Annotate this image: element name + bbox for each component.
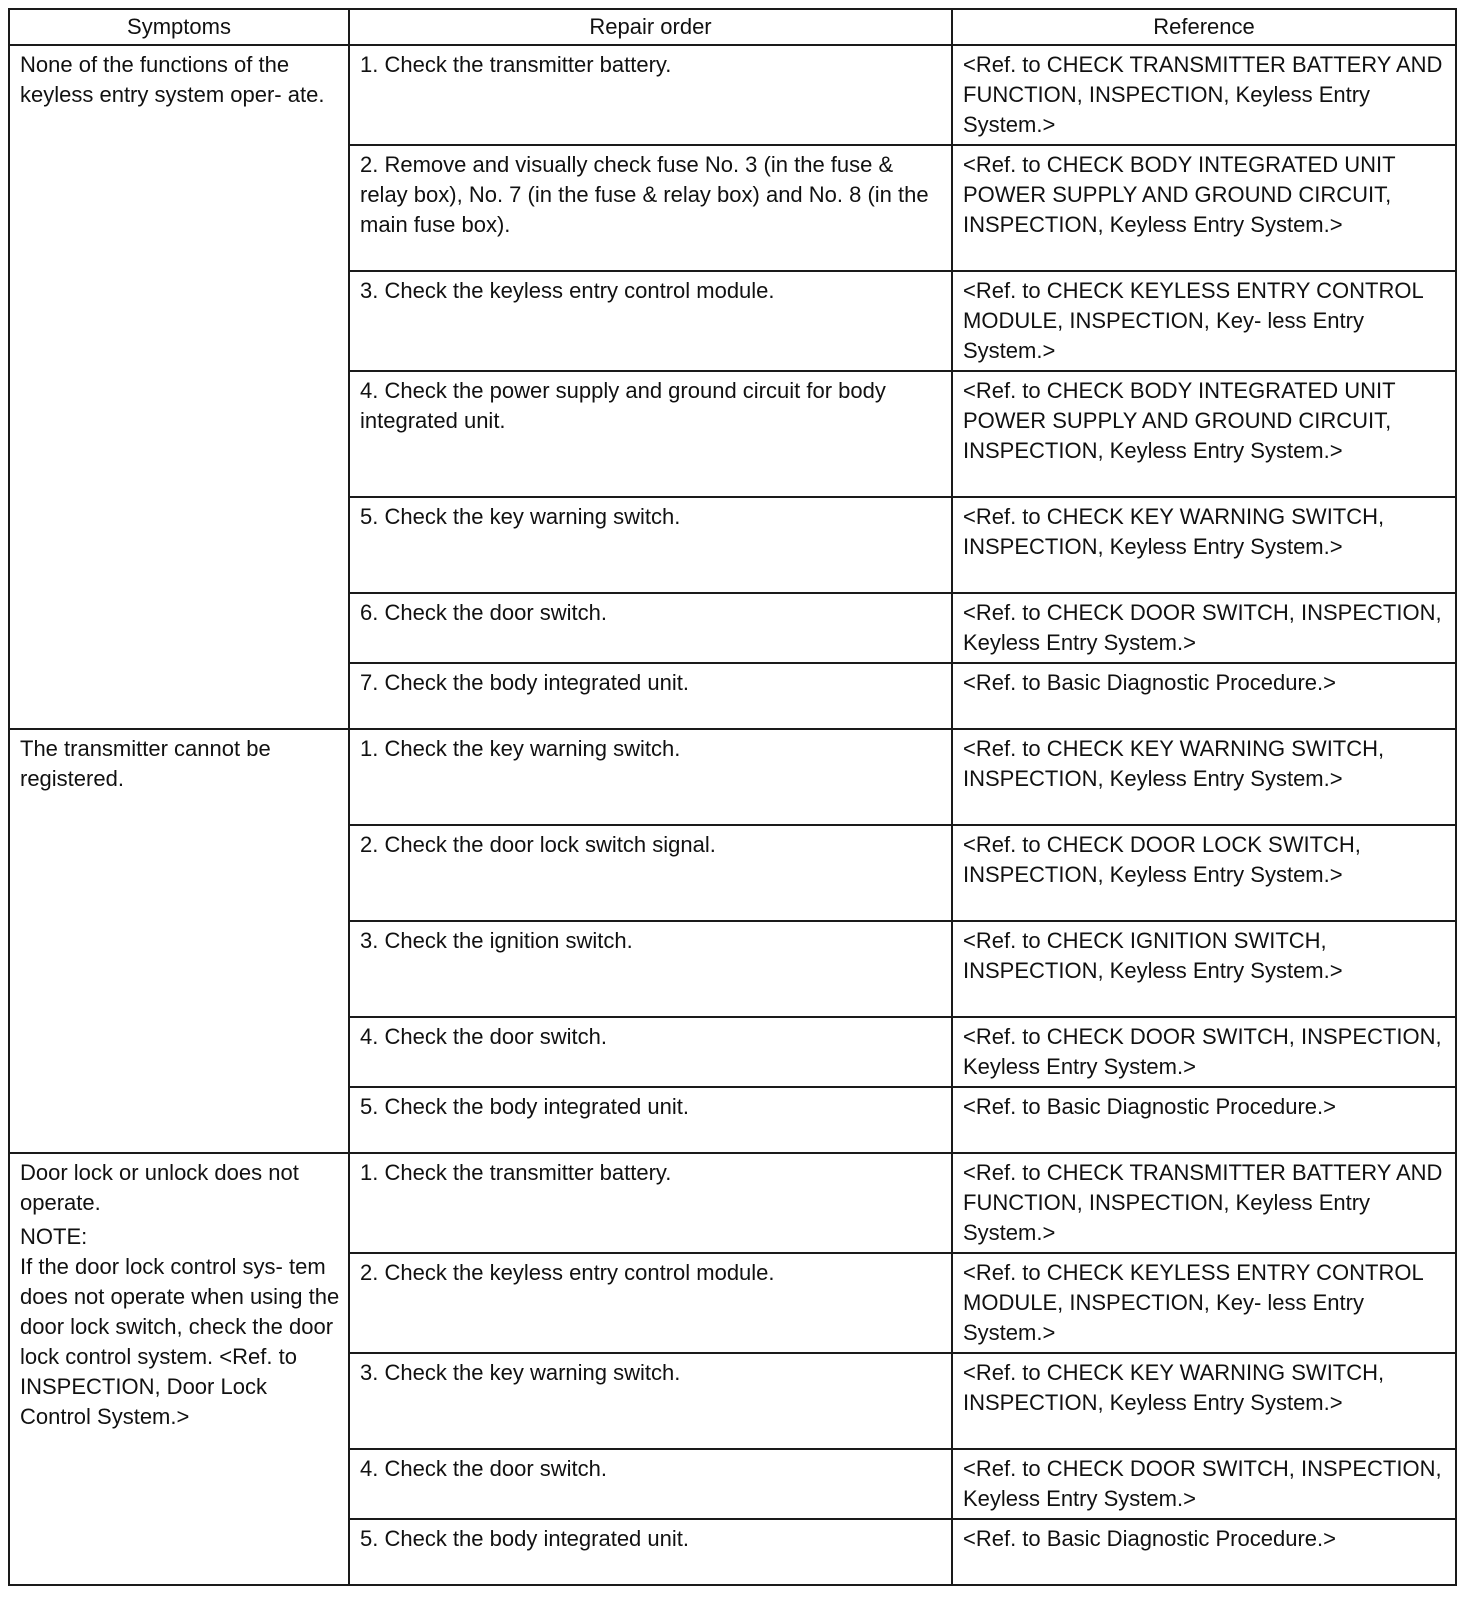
repair-step: 5. Check the body integrated unit. [349,1519,952,1585]
table-header-row [9,9,1456,45]
reference-text: <Ref. to CHECK DOOR SWITCH, INSPECTION, Keyless Entry System.> [952,593,1456,663]
repair-step: 3. Check the ignition switch. [349,921,952,1017]
header-reference: Reference [952,9,1456,45]
header-repair-order: Repair order [349,9,952,45]
reference-text: <Ref. to Basic Diagnostic Procedure.> [952,1087,1456,1153]
diagnostic-table [8,8,1457,1586]
symptom-text: None of the functions of the keyless entry system oper- ate. [20,52,325,107]
reference-text: <Ref. to CHECK DOOR LOCK SWITCH, INSPECTION, Keyless Entry System.> [952,825,1456,921]
repair-step: 1. Check the transmitter battery. [349,1153,952,1253]
reference-text: <Ref. to Basic Diagnostic Procedure.> [952,663,1456,729]
symptom-cell [9,1153,349,1585]
symptom-group-2 [9,729,1456,1153]
repair-step: 4. Check the door switch. [349,1449,952,1519]
repair-step: 5. Check the body integrated unit. [349,1087,952,1153]
table-row [9,45,1456,145]
symptom-group-1 [9,45,1456,729]
reference-text: <Ref. to CHECK DOOR SWITCH, INSPECTION, Keyless Entry System.> [952,1017,1456,1087]
reference-text: <Ref. to CHECK DOOR SWITCH, INSPECTION, Keyless Entry System.> [952,1449,1456,1519]
repair-step: 4. Check the door switch. [349,1017,952,1087]
repair-step: 1. Check the key warning switch. [349,729,952,825]
note-label: NOTE: [20,1224,88,1249]
header-symptoms: Symptoms [9,9,349,45]
reference-text: <Ref. to CHECK IGNITION SWITCH, INSPECTION, Keyless Entry System.> [952,921,1456,1017]
reference-text: <Ref. to CHECK KEY WARNING SWITCH, INSPECTION, Keyless Entry System.> [952,729,1456,825]
symptom-group-3 [9,1153,1456,1585]
repair-step: 2. Remove and visually check fuse No. 3 (in the fuse & relay box), No. 7 (in the fuse & relay box) and No. 8 (in the main fuse box). [349,145,952,271]
reference-text: <Ref. to CHECK KEYLESS ENTRY CONTROL MODULE, INSPECTION, Key- less Entry System.> [952,271,1456,371]
reference-text: <Ref. to CHECK KEY WARNING SWITCH, INSPECTION, Keyless Entry System.> [952,497,1456,593]
symptom-text: Door lock or unlock does not operate. [20,1160,299,1215]
reference-text: <Ref. to CHECK BODY INTEGRATED UNIT POWER SUPPLY AND GROUND CIRCUIT, INSPECTION, Keyless Entry System.> [952,371,1456,497]
repair-step: 6. Check the door switch. [349,593,952,663]
repair-step: 1. Check the transmitter battery. [349,45,952,145]
repair-step: 5. Check the key warning switch. [349,497,952,593]
repair-step: 7. Check the body integrated unit. [349,663,952,729]
reference-text: <Ref. to CHECK KEY WARNING SWITCH, INSPECTION, Keyless Entry System.> [952,1353,1456,1449]
repair-step: 2. Check the door lock switch signal. [349,825,952,921]
note-text: If the door lock control sys- tem does not operate when using the door lock switch, check the door lock control system. <Ref. to INSPECTION, Door Lock Control System.> [20,1254,340,1429]
table-row [9,1153,1456,1253]
symptom-cell [9,45,349,729]
repair-step: 3. Check the keyless entry control module. [349,271,952,371]
reference-text: <Ref. to CHECK KEYLESS ENTRY CONTROL MODULE, INSPECTION, Key- less Entry System.> [952,1253,1456,1353]
reference-text: <Ref. to Basic Diagnostic Procedure.> [952,1519,1456,1585]
repair-step: 2. Check the keyless entry control module. [349,1253,952,1353]
reference-text: <Ref. to CHECK TRANSMITTER BATTERY AND FUNCTION, INSPECTION, Keyless Entry System.> [952,45,1456,145]
symptom-cell [9,729,349,1153]
repair-step: 3. Check the key warning switch. [349,1353,952,1449]
symptom-text: The transmitter cannot be registered. [20,736,271,791]
reference-text: <Ref. to CHECK BODY INTEGRATED UNIT POWER SUPPLY AND GROUND CIRCUIT, INSPECTION, Keyless Entry System.> [952,145,1456,271]
reference-text: <Ref. to CHECK TRANSMITTER BATTERY AND FUNCTION, INSPECTION, Keyless Entry System.> [952,1153,1456,1253]
repair-step: 4. Check the power supply and ground circuit for body integrated unit. [349,371,952,497]
table-row [9,729,1456,825]
